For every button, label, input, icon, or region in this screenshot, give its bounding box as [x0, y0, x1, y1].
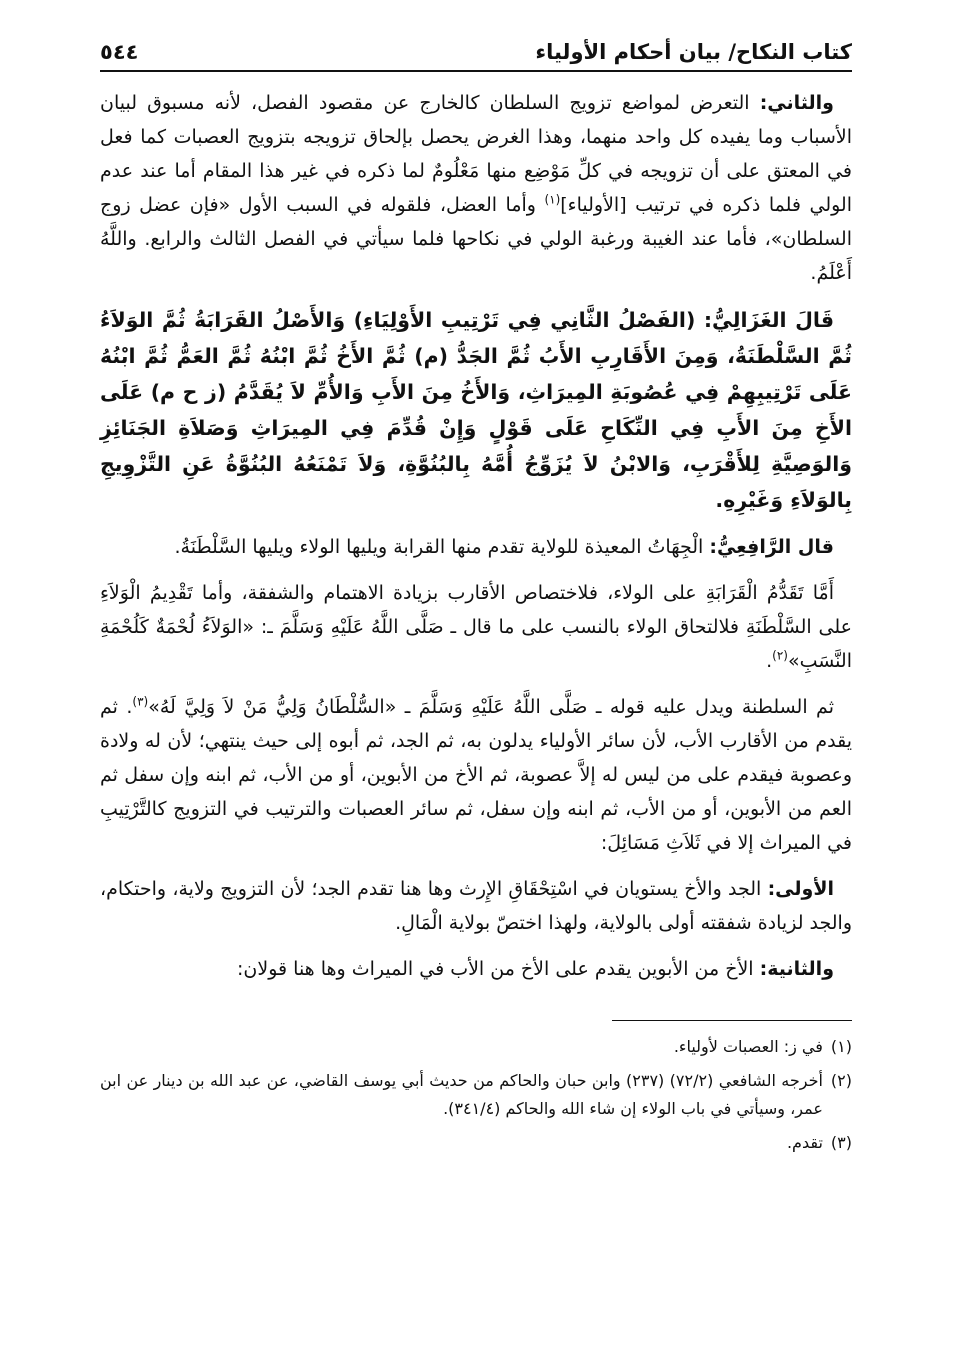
footnote-item [100, 1129, 852, 1157]
paragraph-lead: والثاني: [759, 92, 834, 114]
footnote-text: أخرجه الشافعي (٧٢/٢) (٢٣٧) وابن حبان والحاكم من حديث أبي يوسف القاضي، عن عبد الله بن دينار عن ابن عمر، وسيأتي في باب الولاء إن شاء الله والحاكم (٣٤١/٤). [100, 1071, 823, 1118]
paragraph-sultanate [100, 690, 852, 860]
paragraph-lead: الأولى: [767, 878, 834, 900]
footnote-divider [612, 1020, 852, 1021]
paragraph-lead: قال الرَّافِعِيُّ: [709, 536, 834, 558]
footnote-text: في ز: العصبات لأولياء. [673, 1037, 823, 1056]
paragraph-second-point [100, 86, 852, 290]
footnote-item [100, 1033, 852, 1061]
paragraph-text: ثم السلطنة ويدل عليه قوله ـ صَلَّى اللَّهُ عَلَيْهِ وَسَلَّمَ ـ «السُّلْطَانُ وَلِيُّ مَنْ لاَ وَلِيَّ لَهُ» [148, 696, 834, 718]
footnote-text: تقدم. [786, 1133, 823, 1152]
paragraph-lead: والثانية: [759, 958, 834, 980]
main-text [100, 86, 852, 986]
paragraph-text-continued: . ثم يقدم من الأقارب الأب، لأن سائر الأولياء يدلون به، ثم الجد، ثم أبوه إلى حيث ينتهي؛ لأن له ولادة وعصوبة فيقدم على من ليس له إلاَّ عصوبة، ثم الأخ من الأبوين، أو من الأب، ثم ابنه وإن سفل ثم العم من الأبوين، أو من الأب، ثم ابنه وإن سفل، ثم سائر العصبات والترتيب في التزويج كالتَّرْتِيبِ في الميراث إلا في ثَلاَثِ مَسَائِلَ: [100, 696, 852, 854]
footnote-number: (١) [830, 1037, 852, 1056]
footnote-number: (٣) [830, 1133, 852, 1152]
paragraph-kinship-precedence [100, 576, 852, 678]
running-title: كتاب النكاح/ بيان أحكام الأولياء [535, 40, 852, 64]
paragraph-first-issue [100, 872, 852, 940]
paragraph-text: التعرض لمواضع تزويج السلطان كالخارج عن مقصود الفصل، لأنه مسبوق لبيان الأسباب وما يفيده كل واحد منهما، وهذا الغرض يحصل بإلحاق تزويجه بتزويج العصبات كما فعل في المعتق على أن تزويجه في كلِّ مَوْضِع منها مَعْلُومٌ لما ذكره في غير هذا المقام أما عند عدم الولي فلما ذكره في ترتيب [الأولياء] [100, 92, 852, 216]
paragraph-rafii [100, 530, 852, 564]
paragraph-text-continued: . [766, 650, 773, 672]
footnote-ref: (٣) [132, 694, 149, 709]
footnote-number: (٢) [830, 1071, 852, 1090]
paragraph-text: الجد والأخ يستويان في اسْتِحْقَاقِ الإِرث وها هنا تقدم الجد؛ لأن التزويج ولاية، واحتكام، والجد لزيادة شفقته أولى بالولاية، ولهذا اختصّ بولاية الْمَالِ. [100, 878, 852, 934]
footnote-item [100, 1067, 852, 1123]
page-number: ٥٤٤ [100, 40, 139, 64]
paragraph-ghazali-matn [100, 302, 852, 518]
footnote-ref: (٢) [772, 648, 788, 663]
paragraph-lead: قَالَ الغَزَالِيُّ: [703, 308, 834, 332]
paragraph-text: (الفَصْلُ الثَّانِي فِي تَرْتِيبِ الأَوْلِيَاءِ) وَالأَصْلُ القَرَابَةُ ثُمَّ الوَلاَءُ ثُمَّ السَّلْطَنَةُ، وَمِنَ الأَقَارِبِ الأَبُ ثُمَّ الجَدُّ (م) ثُمَّ الأَخُ ثُمَّ ابْنُهُ ثُمَّ العَمُّ ثُمَّ ابْنُهُ عَلَى تَرْتِيبِهِمْ فِي عُصُوبَةِ المِيرَاثِ، وَالأَخُ مِنَ الأَبِ وَالأُمِّ لاَ يُقَدَّمُ (ز ح م) عَلَى الأَخِ مِنَ الأَبِ فِي النِّكَاحِ عَلَى قَوْلٍ وَإِنْ قُدِّمَ فِي المِيرَاثِ وَصَلاَةِ الجَنَائِزِ وَالوَصِيَّةِ لِلأَقْرَبِ، وَالابْنُ لاَ يُزَوِّجُ أُمَّهُ بِالبُنُوَّةِ، وَلاَ تَمْنَعُهُ البُنُوَّةُ عَنِ التَّزْوِيجِ بِالوَلاَءِ وَغَيْرِهِ. [100, 308, 852, 512]
paragraph-text-continued: وأما العضل، فلقوله في السبب الأول «فإن عضل زوج السلطان»، فأما عند الغيبة ورغبة الولي في نكاحها فلما سيأتي في الفصل الثالث والرابع. واللَّهُ أَعْلَمُ. [100, 194, 852, 284]
paragraph-second-issue [100, 952, 852, 986]
paragraph-text: الْجِهَاتُ المعيذة للولاية تقدم منها القرابة ويليها الولاء ويليها السَّلْطَنَةُ. [174, 536, 704, 558]
footnote-ref: (١) [544, 192, 561, 207]
footnotes [100, 1033, 852, 1157]
running-header [100, 40, 852, 72]
paragraph-text: الأخ من الأبوين يقدم على الأخ من الأب في الميراث وها هنا قولان: [237, 958, 754, 980]
paragraph-text: أَمَّا تَقَدُّمُ الْقَرَابَةِ على الولاء، فلاختصاص الأقارب بزيادة الاهتمام والشفقة، وأما تَقْدِيمُ الْوَلاَءِ على السَّلْطَنَةِ فلالتحاق الولاء بالنسب على ما قال ـ صَلَّى اللَّهُ عَلَيْهِ وَسَلَّمَ ـ: «الوَلاَءُ لُحْمَةٌ كَلُحْمَةِ النَّسَبِ» [100, 582, 852, 672]
book-page [100, 40, 852, 1163]
